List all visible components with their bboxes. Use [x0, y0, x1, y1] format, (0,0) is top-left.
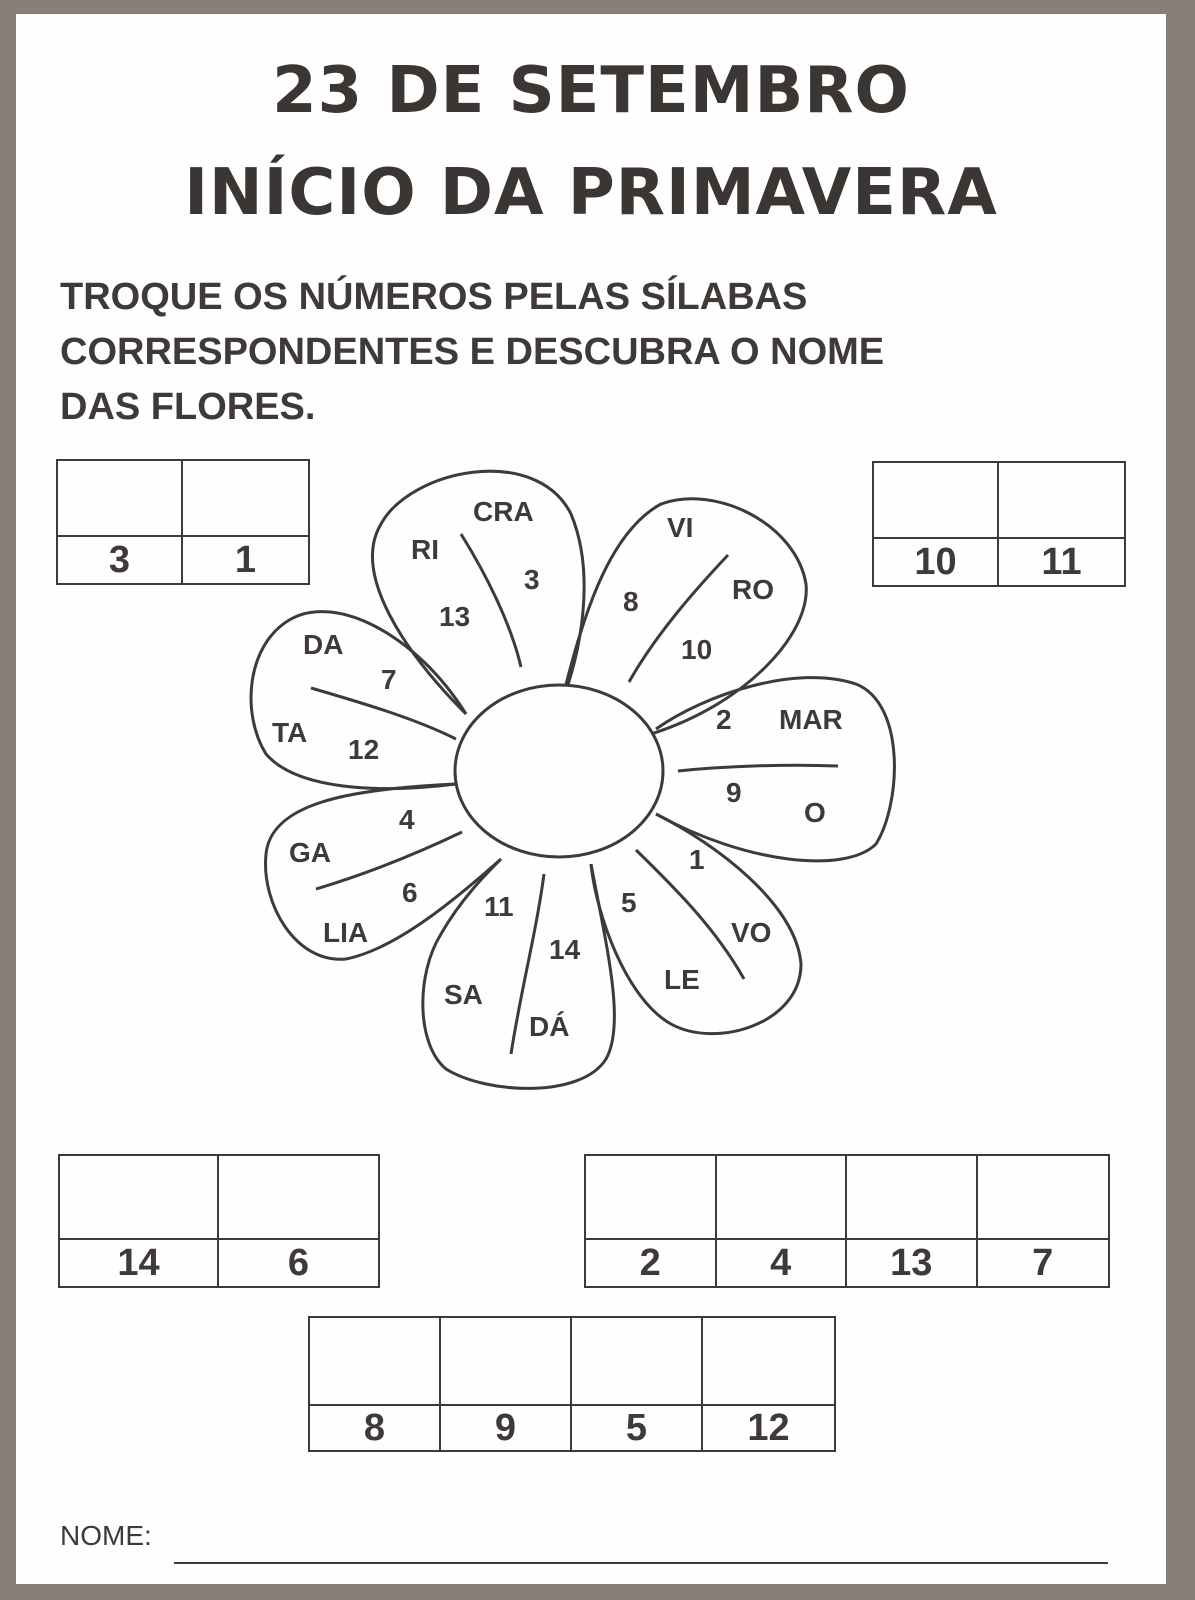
number-1: 1 — [689, 844, 705, 875]
answer-slot[interactable] — [60, 1156, 219, 1240]
syllable-number: 2 — [586, 1240, 717, 1286]
number-4: 4 — [399, 804, 415, 835]
syllable-lia: LIA — [323, 917, 369, 948]
answer-slot[interactable] — [219, 1156, 378, 1240]
answer-slot[interactable] — [441, 1318, 572, 1406]
number-2: 2 — [716, 704, 732, 735]
name-field[interactable] — [174, 1562, 1108, 1564]
syllable-number: 8 — [310, 1406, 441, 1450]
number-14: 14 — [549, 934, 581, 965]
answer-slot[interactable] — [874, 463, 999, 539]
syllable-number: 6 — [287, 1241, 310, 1284]
answer-slot[interactable] — [183, 461, 308, 537]
syllable-da: DA — [303, 629, 344, 660]
answer-slot[interactable] — [703, 1318, 834, 1406]
syllable-number: 1 — [234, 538, 257, 581]
syllable-number: 4 — [717, 1240, 848, 1286]
answer-box-5 — [308, 1316, 836, 1452]
syllable-ro: RO — [732, 574, 774, 605]
syllable-cra: CRA — [473, 496, 534, 527]
syllable-number: 11 — [1041, 540, 1082, 583]
name-label: NOME: — [60, 1520, 152, 1551]
syllable-o: O — [804, 797, 826, 828]
number-8: 8 — [623, 586, 639, 617]
syllable-sa: SA — [444, 979, 483, 1010]
syllable-ga: GA — [289, 837, 331, 868]
number-12: 12 — [348, 734, 380, 765]
instruction-line-3: DAS FLORES. — [60, 386, 316, 428]
instruction-line-1: TROQUE OS NÚMEROS PELAS SÍLABAS — [60, 276, 808, 318]
answer-slot[interactable] — [978, 1156, 1109, 1240]
answer-slot[interactable] — [999, 463, 1124, 539]
syllable-number: 14 — [60, 1240, 219, 1286]
number-5: 5 — [621, 887, 637, 918]
number-10: 10 — [681, 634, 713, 665]
syllable-mar: MAR — [779, 704, 843, 735]
answer-slot[interactable] — [58, 461, 183, 537]
answer-box-1 — [56, 459, 310, 585]
number-3: 3 — [524, 564, 540, 595]
worksheet-page — [16, 14, 1166, 1584]
number-7: 7 — [381, 664, 397, 695]
answer-slot[interactable] — [586, 1156, 717, 1240]
syllable-number: 7 — [1032, 1241, 1054, 1284]
syllable-number: 5 — [572, 1406, 703, 1450]
title-spring: INÍCIO DA PRIMAVERA — [184, 156, 998, 230]
syllable-vi: VI — [667, 512, 694, 543]
answer-slot[interactable] — [847, 1156, 978, 1240]
syllable-number: 3 — [58, 537, 183, 583]
flower-syllable-diagram — [16, 14, 1166, 1164]
syllable-number: 9 — [441, 1406, 572, 1450]
petal-bottom — [423, 859, 615, 1088]
number-9: 9 — [726, 777, 742, 808]
syllable-da-accent: DÁ — [529, 1011, 570, 1042]
number-13: 13 — [439, 601, 471, 632]
syllable-number: 13 — [847, 1240, 978, 1286]
answer-slot[interactable] — [717, 1156, 848, 1240]
answer-box-4 — [584, 1154, 1110, 1288]
answer-slot[interactable] — [310, 1318, 441, 1406]
syllable-ta: TA — [272, 717, 308, 748]
answer-box-3 — [58, 1154, 380, 1288]
syllable-vo: VO — [731, 917, 772, 948]
syllable-number: 10 — [874, 539, 999, 585]
answer-slot[interactable] — [572, 1318, 703, 1406]
syllable-number: 12 — [747, 1406, 790, 1449]
answer-box-2 — [872, 461, 1126, 587]
syllable-ri: RI — [411, 534, 439, 565]
title-date: 23 DE SETEMBRO — [272, 54, 910, 128]
flower-center — [455, 685, 663, 857]
number-11: 11 — [484, 891, 514, 922]
number-6: 6 — [402, 877, 418, 908]
syllable-le: LE — [664, 964, 700, 995]
instruction-line-2: CORRESPONDENTES E DESCUBRA O NOME — [60, 331, 885, 373]
